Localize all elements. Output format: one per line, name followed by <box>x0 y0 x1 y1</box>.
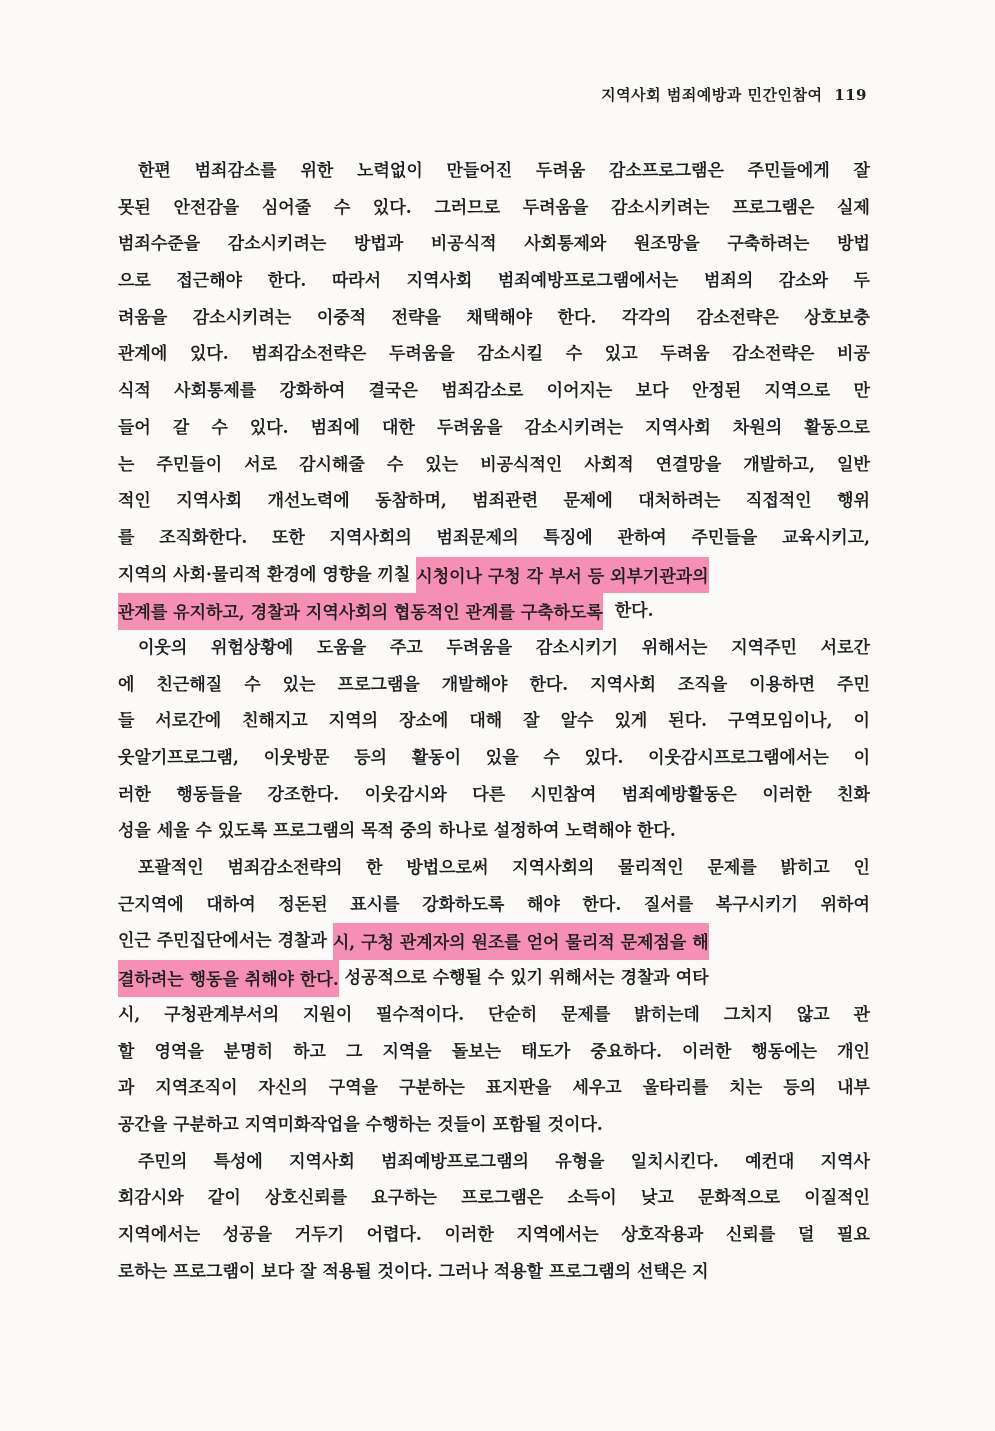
word: 범죄예방프로그램에서는 <box>497 271 679 292</box>
word: 전략을 <box>391 307 441 328</box>
page-number: 119 <box>834 86 867 104</box>
body-text <box>118 153 870 1290</box>
word: 위해서는 <box>641 637 708 658</box>
word: 두려움을 <box>446 637 513 658</box>
word: 못된 <box>118 197 151 218</box>
word: 감소시키려는 <box>192 307 292 328</box>
word: 지역사회의 <box>329 527 412 548</box>
word: 대해 <box>469 711 503 732</box>
highlighted-text: 시청이나 구청 각 부서 등 외부기관과의 <box>416 557 708 594</box>
text-line <box>118 483 870 520</box>
word: 두려움 <box>535 161 586 181</box>
text-line <box>118 336 870 373</box>
word: 물리적인 <box>618 858 684 879</box>
text-line <box>118 777 870 814</box>
word: 안정된 <box>691 381 742 402</box>
word: 지역사회 <box>176 491 243 512</box>
text-segment: 한다. <box>608 601 654 622</box>
text-line <box>118 226 870 263</box>
text-line <box>118 850 870 887</box>
word: 방법 <box>837 234 870 255</box>
word: 사회통제와 <box>524 234 607 255</box>
word: 이질적인 <box>804 1188 870 1209</box>
word: 행위 <box>837 491 870 512</box>
word: 요구하는 <box>371 1188 437 1209</box>
word: 수 <box>565 344 583 365</box>
text-line <box>118 813 870 850</box>
word: 수 <box>244 674 261 695</box>
word: 를 <box>118 527 135 548</box>
text-line <box>118 263 870 300</box>
word: 방법과 <box>353 234 404 255</box>
word: 밝히는데 <box>634 1004 700 1025</box>
text-line <box>118 703 870 740</box>
word: 수 <box>333 197 351 218</box>
word: 이러한 <box>682 1041 732 1062</box>
text-line <box>118 923 870 960</box>
word: 직접적인 <box>745 491 812 512</box>
word: 사회통제를 <box>174 381 257 402</box>
word: 도움을 <box>316 637 367 658</box>
word: 만들어진 <box>446 161 513 181</box>
word: 잘 <box>523 711 540 732</box>
word: 있다. <box>372 197 412 218</box>
word: 결국은 <box>368 381 418 402</box>
word: 이웃방문 <box>263 748 330 768</box>
word: 감소시킬 <box>477 344 544 365</box>
word: 강화하도록 <box>422 894 505 915</box>
word: 서로간에 <box>155 711 222 732</box>
word: 사회적 <box>584 454 634 475</box>
word: 해야 <box>526 894 560 915</box>
word: 적인 <box>118 491 151 512</box>
word: 상호작용과 <box>621 1224 704 1245</box>
word: 있다. <box>249 417 289 438</box>
word: 범죄의 <box>703 271 754 292</box>
word: 과 <box>118 1078 135 1099</box>
word: 감소와 <box>778 271 829 292</box>
word: 문제를 <box>561 1004 611 1025</box>
text-line <box>118 1180 870 1217</box>
word: 영역을 <box>154 1041 204 1062</box>
text-line <box>118 190 870 227</box>
word: 다른 <box>472 784 506 805</box>
text-segment: 성을 세울 수 있도록 프로그램의 목적 중의 하나로 설정하여 노력해야 한다. <box>118 821 676 842</box>
word: 유형을 <box>555 1151 605 1172</box>
word: 그 <box>345 1041 363 1062</box>
running-title: 지역사회 범죄예방과 민간인참여 <box>601 86 823 104</box>
word: 활동으로 <box>804 417 870 438</box>
word: 지역사회의 <box>512 858 595 879</box>
word: 방법으로써 <box>406 858 489 879</box>
text-line <box>118 887 870 924</box>
word: 갈 <box>172 417 190 438</box>
text-line <box>118 997 870 1034</box>
word: 포괄적인 <box>138 858 204 879</box>
text-segment: 인근 주민집단에서는 경찰과 <box>118 931 333 952</box>
text-line <box>118 373 870 410</box>
word: 감소시키려는 <box>611 197 710 218</box>
text-line <box>118 410 870 447</box>
word: 된다. <box>668 711 708 732</box>
word: 프로그램은 <box>461 1188 544 1209</box>
word: 정돈된 <box>278 894 328 915</box>
text-line <box>118 1144 870 1181</box>
text-line <box>118 740 870 777</box>
word: 한다. <box>267 271 307 292</box>
word: 지역에서는 <box>516 1224 599 1245</box>
word: 만 <box>853 381 870 402</box>
word: 알수 <box>560 711 594 732</box>
word: 비공 <box>837 344 870 365</box>
word: 대하여 <box>206 894 256 915</box>
word: 는 <box>118 454 135 475</box>
word: 그러므로 <box>434 197 501 218</box>
word: 친화 <box>837 784 870 805</box>
word: 관하여 <box>617 527 667 548</box>
word: 심어줄 <box>261 197 312 218</box>
word: 성공을 <box>222 1224 273 1245</box>
word: 있게 <box>614 711 648 732</box>
word: 시, <box>118 1004 141 1025</box>
word: 지역으로 <box>764 381 831 402</box>
word: 웃알기프로그램, <box>118 748 239 768</box>
word: 주민들에게 <box>747 161 830 181</box>
word: 이어지는 <box>546 381 613 402</box>
word: 이러한 <box>444 1224 494 1245</box>
word: 중요하다. <box>590 1041 662 1062</box>
word: 필수적이다. <box>376 1004 465 1025</box>
word: 상호신뢰를 <box>264 1188 348 1209</box>
word: 등의 <box>783 1078 817 1099</box>
word: 이웃감시와 <box>364 784 447 805</box>
word: 있을 <box>485 748 519 768</box>
word: 채택해야 <box>466 307 533 328</box>
text-line <box>118 593 870 630</box>
word: 주민들을 <box>691 527 758 548</box>
text-line <box>118 447 870 484</box>
word: 태도가 <box>521 1041 571 1062</box>
word: 위하여 <box>820 894 870 915</box>
word: 감소시키려는 <box>524 417 624 438</box>
word: 낮고 <box>640 1188 674 1209</box>
word: 실제 <box>837 197 870 218</box>
word: 이중적 <box>316 307 367 328</box>
word: 감소시키기 <box>535 637 619 658</box>
word: 근지역에 <box>118 894 184 915</box>
word: 두 <box>853 271 870 292</box>
word: 조직화한다. <box>159 527 248 548</box>
word: 지역조직이 <box>155 1078 238 1099</box>
word: 그치지 <box>723 1004 773 1025</box>
word: 지원이 <box>302 1004 353 1025</box>
word: 장소에 <box>399 711 449 732</box>
word: 서로 <box>244 454 278 475</box>
text-line <box>118 557 870 594</box>
word: 문제에 <box>563 491 613 512</box>
word: 한다. <box>557 307 597 328</box>
word: 교육시키고, <box>781 527 870 548</box>
word: 돌보는 <box>451 1041 502 1062</box>
word: 범죄예방프로그램의 <box>381 1151 529 1172</box>
paragraph <box>118 850 870 1144</box>
word: 원조망을 <box>633 234 700 255</box>
word: 행동들을 <box>176 784 243 805</box>
word: 범죄감소전략은 <box>251 344 367 365</box>
word: 단순히 <box>487 1004 538 1025</box>
text-line <box>118 667 870 704</box>
word: 들 <box>118 711 135 732</box>
word: 각각의 <box>621 307 672 328</box>
word: 식적 <box>118 381 151 402</box>
word: 이용하면 <box>749 674 815 695</box>
word: 개발해야 <box>441 674 508 695</box>
word: 으로 <box>118 271 151 292</box>
word: 있다. <box>189 344 229 365</box>
word: 분명히 <box>223 1041 274 1062</box>
word: 구역을 <box>328 1078 379 1099</box>
word: 친근해질 <box>156 674 223 695</box>
word: 서로간 <box>820 637 870 658</box>
word: 범죄예방활동은 <box>621 784 737 805</box>
word: 개발하고, <box>743 454 815 475</box>
word: 두려움 <box>660 344 710 365</box>
word: 개선노력에 <box>267 491 350 512</box>
word: 일치시킨다. <box>630 1151 719 1172</box>
text-line <box>118 960 870 997</box>
paragraph <box>118 1144 870 1291</box>
word: 소득이 <box>567 1188 617 1209</box>
word: 한편 <box>138 161 171 181</box>
word: 감소전략은 <box>696 307 779 328</box>
paragraph <box>118 153 870 630</box>
word: 수 <box>543 748 560 768</box>
word: 치는 <box>729 1078 763 1099</box>
word: 강화하여 <box>279 381 346 402</box>
word: 감소시키려는 <box>227 234 327 255</box>
word: 특징에 <box>543 527 593 548</box>
word: 않고 <box>796 1004 830 1025</box>
word: 등의 <box>354 748 387 768</box>
word: 지역사회 <box>590 674 656 695</box>
word: 이웃의 <box>138 637 188 658</box>
text-segment: 성공적으로 수행될 수 있기 위해서는 경찰과 여타 <box>338 968 709 989</box>
word: 지역을 <box>382 1041 432 1062</box>
word: 구축하려는 <box>727 234 810 255</box>
word: 한 <box>366 858 383 879</box>
word: 동참하며, <box>375 491 447 512</box>
word: 시민참여 <box>530 784 597 805</box>
word: 신뢰를 <box>726 1224 776 1245</box>
word: 어렵다. <box>366 1224 422 1245</box>
word: 구분하는 <box>399 1078 465 1099</box>
word: 지역주민 <box>731 637 797 658</box>
word: 지역의 <box>328 711 379 732</box>
word: 주민들이 <box>156 454 223 475</box>
word: 하고 <box>293 1041 326 1062</box>
word: 관 <box>853 1004 870 1025</box>
word: 감소프로그램은 <box>608 161 724 181</box>
word: 프로그램은 <box>732 197 815 218</box>
word: 강조한다. <box>267 784 340 805</box>
word: 행동에는 <box>751 1041 818 1062</box>
text-line <box>118 1107 870 1144</box>
word: 범죄감소전략의 <box>227 858 343 879</box>
word: 일반 <box>837 454 870 475</box>
word: 할 <box>118 1041 135 1062</box>
word: 주민의 <box>138 1151 188 1172</box>
word: 자신의 <box>258 1078 308 1099</box>
word: 이 <box>853 711 870 732</box>
word: 표시를 <box>350 894 400 915</box>
text-line <box>118 1070 870 1107</box>
word: 관계에 <box>118 344 168 365</box>
word: 보다 <box>635 381 669 402</box>
highlighted-text: 결하려는 행동을 취해야 한다. <box>118 960 339 997</box>
word: 내부 <box>837 1078 870 1099</box>
paragraph <box>118 630 870 850</box>
word: 범죄감소를 <box>194 161 277 181</box>
highlighted-text: 시, 구청 관계자의 원조를 얻어 물리적 문제점을 해 <box>333 923 709 960</box>
word: 연결망을 <box>655 454 722 475</box>
word: 구역모임이나, <box>728 711 833 732</box>
word: 필요 <box>837 1224 870 1245</box>
word: 인 <box>853 858 870 879</box>
word: 활동이 <box>411 748 462 768</box>
word: 특성에 <box>213 1151 263 1172</box>
word: 두려움을 <box>522 197 589 218</box>
text-line <box>118 153 870 190</box>
running-header <box>601 84 867 105</box>
word: 같이 <box>207 1188 241 1209</box>
word: 표지판을 <box>485 1078 552 1099</box>
word: 범죄감소로 <box>441 381 524 402</box>
word: 범죄에 <box>310 417 360 438</box>
word: 상호보충 <box>804 307 870 328</box>
word: 지역사회 <box>289 1151 355 1172</box>
word: 노력없이 <box>357 161 423 181</box>
word: 에 <box>118 674 135 695</box>
word: 울타리를 <box>642 1078 709 1099</box>
text-segment: 지역의 사회·물리적 환경에 영향을 끼칠 <box>118 564 417 585</box>
word: 비공식적 <box>430 234 497 255</box>
word: 한다. <box>529 674 569 695</box>
word: 있는 <box>282 674 316 695</box>
word: 또한 <box>272 527 305 548</box>
text-line <box>118 1217 870 1254</box>
word: 범죄수준을 <box>118 234 201 255</box>
word: 지역사 <box>820 1151 870 1172</box>
text-line <box>118 630 870 667</box>
word: 개인 <box>837 1041 870 1062</box>
word: 감소전략은 <box>732 344 815 365</box>
word: 두려움을 <box>388 344 455 365</box>
word: 대한 <box>381 417 415 438</box>
text-segment: 공간을 구분하고 지역미화작업을 수행하는 것들이 포함될 것이다. <box>118 1114 603 1135</box>
text-line <box>118 520 870 557</box>
word: 차원의 <box>732 417 783 438</box>
word: 예컨대 <box>745 1151 795 1172</box>
word: 한다. <box>582 894 622 915</box>
word: 잘 <box>853 161 870 181</box>
word: 있다. <box>584 748 624 768</box>
text-segment: 로하는 프로그램이 보다 잘 적용될 것이다. 그러나 적용할 프로그램의 선택은 지 <box>118 1261 709 1282</box>
word: 문화적으로 <box>697 1188 781 1209</box>
word: 복구시키기 <box>715 894 798 915</box>
word: 질서를 <box>643 894 694 915</box>
word: 주민 <box>837 674 870 695</box>
word: 문제를 <box>707 858 757 879</box>
word: 안전감을 <box>173 197 240 218</box>
word: 지역사회 <box>645 417 711 438</box>
word: 대처하려는 <box>638 491 721 512</box>
word: 밝히고 <box>780 858 830 879</box>
word: 프로그램을 <box>337 674 420 695</box>
word: 범죄문제의 <box>436 527 519 548</box>
text-line <box>118 1034 870 1071</box>
word: 이러한 <box>762 784 812 805</box>
word: 친해지고 <box>242 711 308 732</box>
word: 이 <box>853 748 870 768</box>
text-line <box>118 300 870 337</box>
word: 따라서 <box>331 271 382 292</box>
word: 이웃감시프로그램에서는 <box>648 748 829 768</box>
word: 있는 <box>425 454 459 475</box>
word: 위한 <box>300 161 334 181</box>
word: 비공식적인 <box>480 454 563 475</box>
word: 수 <box>386 454 404 475</box>
word: 세우고 <box>572 1078 622 1099</box>
word: 접근해야 <box>176 271 243 292</box>
word: 거두기 <box>294 1224 344 1245</box>
word: 조직을 <box>677 674 728 695</box>
word: 들어 <box>118 417 151 438</box>
text-line <box>118 1254 870 1291</box>
word: 지역사회 <box>406 271 473 292</box>
word: 회감시와 <box>118 1188 184 1209</box>
word: 수 <box>211 417 228 438</box>
word: 덜 <box>797 1224 815 1245</box>
word: 감시해줄 <box>299 454 365 475</box>
word: 범죄관련 <box>472 491 538 512</box>
highlighted-text: 관계를 유지하고, 경찰과 지역사회의 협동적인 관계를 구축하도록 <box>118 593 603 630</box>
word: 두려움을 <box>436 417 503 438</box>
word: 구청관계부서의 <box>164 1004 280 1025</box>
word: 주고 <box>389 637 423 658</box>
word: 러한 <box>118 784 151 805</box>
word: 위험상황에 <box>211 637 294 658</box>
word: 있고 <box>604 344 638 365</box>
word: 지역에서는 <box>118 1224 201 1245</box>
word: 려움을 <box>118 307 168 328</box>
